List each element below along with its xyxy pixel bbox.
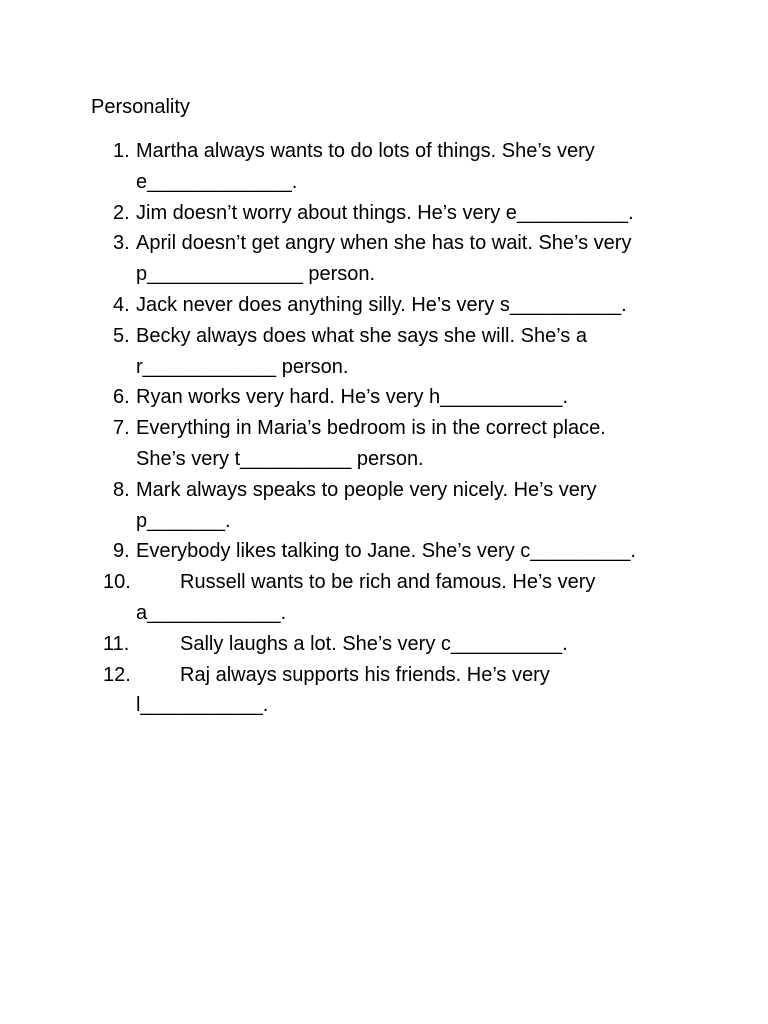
- question-item: [0, 567, 768, 629]
- question-number: 6.: [113, 386, 130, 409]
- question-text-continuation: e_____________.: [136, 170, 298, 193]
- question-text: April doesn’t get angry when she has to wait. She’s very: [136, 232, 632, 255]
- question-text: Everything in Maria’s bedroom is in the correct place.: [136, 417, 606, 440]
- question-text-continuation: p_______.: [136, 509, 231, 532]
- question-text: Jack never does anything silly. He’s very s__________.: [136, 293, 627, 316]
- question-number: 8.: [113, 478, 130, 501]
- question-number: 2.: [113, 201, 130, 224]
- question-item: [0, 382, 768, 413]
- question-item: [0, 198, 768, 229]
- question-number: 3.: [113, 232, 130, 255]
- worksheet-title: Personality: [91, 96, 190, 118]
- question-text: Everybody likes talking to Jane. She’s very c_________.: [136, 540, 636, 563]
- question-number: 5.: [113, 324, 130, 347]
- question-item: [0, 413, 768, 475]
- question-item: [0, 475, 768, 537]
- question-text: Ryan works very hard. He’s very h___________.: [136, 386, 569, 409]
- question-number: 1.: [113, 140, 130, 162]
- question-item: [0, 136, 768, 198]
- question-text: Jim doesn’t worry about things. He’s very e__________.: [136, 201, 634, 224]
- question-number: 12.: [103, 663, 131, 686]
- question-text: Martha always wants to do lots of things. She’s very: [136, 140, 595, 162]
- question-list: [0, 136, 768, 721]
- question-item: [0, 290, 768, 321]
- question-text: Raj always supports his friends. He’s very: [180, 663, 550, 686]
- question-item: [0, 321, 768, 383]
- question-number: 11.: [103, 632, 130, 655]
- question-item: [0, 629, 768, 660]
- question-text-continuation: l___________.: [136, 694, 269, 717]
- question-text-continuation: r____________ person.: [136, 355, 349, 378]
- question-text: Sally laughs a lot. She’s very c__________.: [180, 632, 568, 655]
- question-item: [0, 228, 768, 290]
- question-number: 9.: [113, 540, 130, 563]
- question-number: 4.: [113, 293, 130, 316]
- question-text-continuation: a____________.: [136, 601, 287, 624]
- question-text: Becky always does what she says she will. She’s a: [136, 324, 587, 347]
- question-item: [0, 536, 768, 567]
- question-text-continuation: She’s very t__________ person.: [136, 447, 424, 470]
- question-text: Mark always speaks to people very nicely. He’s very: [136, 478, 597, 501]
- question-item: [0, 660, 768, 722]
- question-text: Russell wants to be rich and famous. He’s very: [180, 571, 596, 594]
- question-number: 10.: [103, 571, 131, 594]
- question-number: 7.: [113, 417, 130, 440]
- question-text-continuation: p______________ person.: [136, 263, 376, 286]
